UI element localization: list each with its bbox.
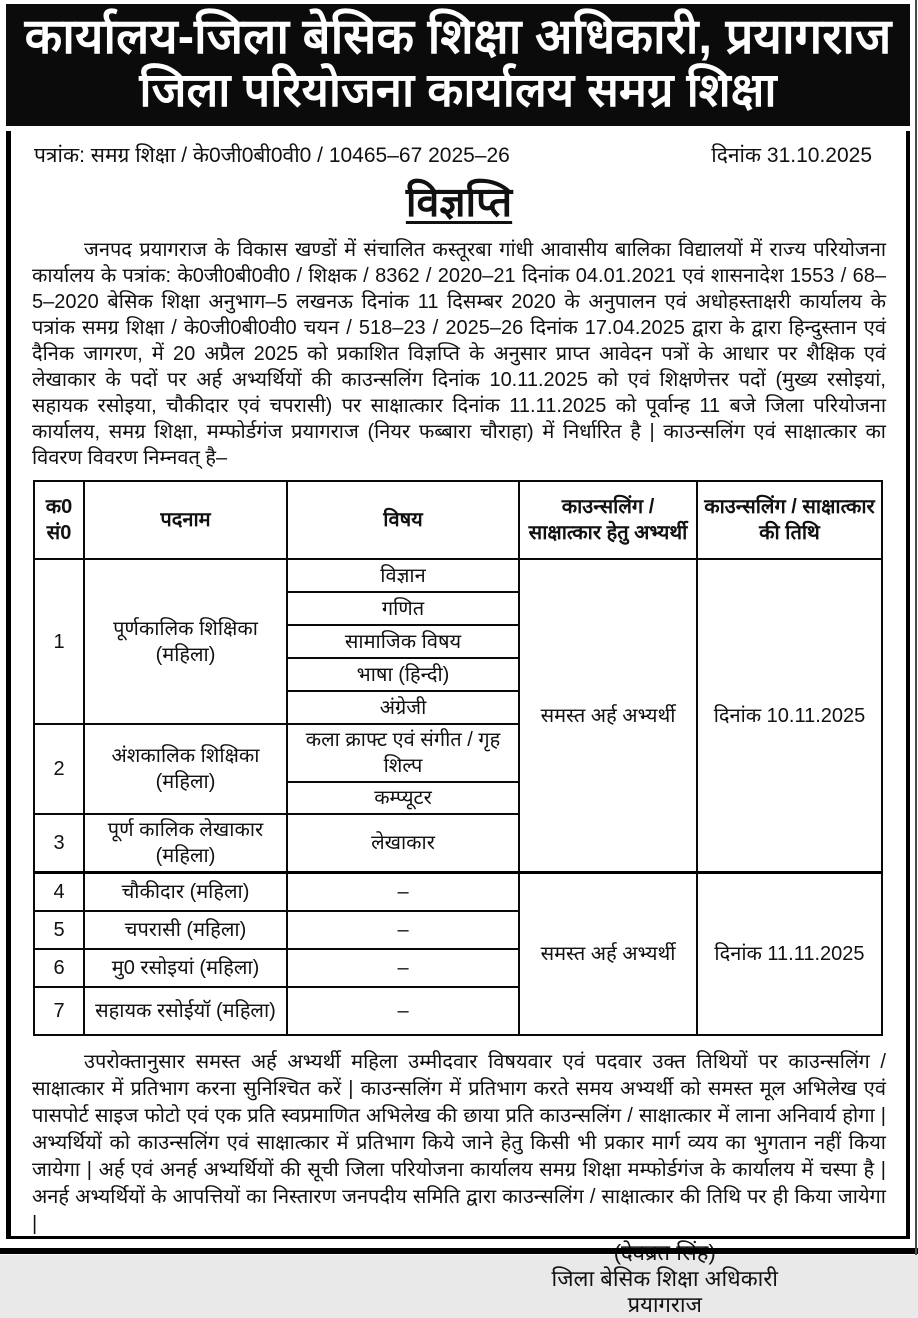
letter-number: पत्रांक: समग्र शिक्षा / के0जी0बी0वी0 / 10465–67 2025–26 xyxy=(34,144,510,167)
designation-cell: पूर्णकालिक शिक्षिका (महिला) xyxy=(84,559,287,724)
col-header-serial: क0 सं0 xyxy=(34,481,84,559)
designation-cell: सहायक रसोईयॉ (महिला) xyxy=(84,987,287,1035)
subject-cell: गणित xyxy=(287,592,519,625)
intro-paragraph: जनपद प्रयागराज के विकास खण्डों में संचालित कस्तूरबा गांधी आवासीय बालिका विद्यालयों में राज्य परियोजना कार्यालय के पत्रांक: के0जी0बी0वी0 / शिक्षक / 8362 / 2020–21 दिनांक 04.01.2021 एवं शासनादेश 1553 / 68–5–2020 बेसिक शिक्षा अनुभाग–5 लखनऊ दिनांक 11 दिसम्बर 2020 के अनुपालन एवं अधोहस्ताक्षरी कार्यालय के पत्रांक समग्र शिक्षा / के0जी0बी0वी0 चयन / 518–23 / 2025–26 दिनांक 17.04.2025 द्वारा के द्वारा हिन्दुस्तान एवं दैनिक जागरण, में 20 अप्रैल 2025 को प्रकाशित विज्ञप्ति के अनुसार प्राप्त आवेदन पत्रों के आधार पर शैक्षिक एवं लेखाकार के पदों पर अर्ह अभ्यर्थियों की काउन्सलिंग दिनांक 10.11.2025 को एवं शिक्षणेत्तर पदों (मुख्य रसोइयां, सहायक रसोइया, चौकीदार एवं चपरासी) पर साक्षात्कार दिनांक 11.11.2025 को पूर्वान्ह 11 बजे जिला परियोजना कार्यालय, समग्र शिक्षा, मम्फोर्डगंज प्रयागराज (नियर फब्बारा चौराहा) में निर्धारित है | काउन्सलिंग एवं साक्षात्कार का विवरण विवरण निम्नवत् है– xyxy=(32,239,886,469)
table-row xyxy=(34,559,882,592)
counselling-schedule-table xyxy=(33,480,883,1036)
date-cell: दिनांक 11.11.2025 xyxy=(697,873,882,1035)
notification-title: विज्ञप्ति xyxy=(405,179,513,225)
signatory-place: प्रयागराज xyxy=(627,1291,702,1317)
office-header-banner xyxy=(6,4,910,126)
subject-cell: – xyxy=(287,873,519,911)
col-header-designation: पदनाम xyxy=(84,481,287,559)
serial-cell: 6 xyxy=(34,949,84,987)
serial-cell: 1 xyxy=(34,559,84,724)
letter-date: दिनांक 31.10.2025 xyxy=(711,144,872,167)
table-header-row xyxy=(34,481,882,559)
table-row xyxy=(34,873,882,911)
office-name: कार्यालय-जिला बेसिक शिक्षा अधिकारी, प्रयागराज xyxy=(24,10,892,65)
subject-cell: विज्ञान xyxy=(287,559,519,592)
reference-row xyxy=(32,139,886,169)
serial-cell: 4 xyxy=(34,873,84,911)
designation-cell: चपरासी (महिला) xyxy=(84,911,287,949)
col-header-date: काउन्सलिंग / साक्षात्कार की तिथि xyxy=(697,481,882,559)
col-header-candidates: काउन्सलिंग / साक्षात्कार हेतु अभ्यर्थी xyxy=(519,481,697,559)
serial-cell: 5 xyxy=(34,911,84,949)
col-header-subject: विषय xyxy=(287,481,519,559)
date-cell: दिनांक 10.11.2025 xyxy=(697,559,882,873)
designation-cell: पूर्ण कालिक लेखाकार (महिला) xyxy=(84,814,287,873)
office-subtitle: जिला परियोजना कार्यालय समग्र शिक्षा xyxy=(139,63,777,117)
subject-cell: – xyxy=(287,949,519,987)
serial-cell: 2 xyxy=(34,724,84,814)
subject-cell: कला क्राफ्ट एवं संगीत / गृह शिल्प xyxy=(287,724,519,782)
serial-cell: 7 xyxy=(34,987,84,1035)
designation-cell: चौकीदार (महिला) xyxy=(84,873,287,911)
subject-cell: – xyxy=(287,987,519,1035)
subject-cell: सामाजिक विषय xyxy=(287,625,519,658)
scan-bottom-edge xyxy=(0,1248,918,1254)
scan-right-edge xyxy=(915,0,917,1255)
subject-cell: भाषा (हिन्दी) xyxy=(287,658,519,691)
serial-cell: 3 xyxy=(34,814,84,873)
document-body-frame xyxy=(6,131,910,1317)
subject-cell: अंग्रेजी xyxy=(287,691,519,724)
candidates-cell: समस्त अर्ह अभ्यर्थी xyxy=(519,559,697,873)
subject-cell: कम्प्यूटर xyxy=(287,782,519,814)
signatory-designation: जिला बेसिक शिक्षा अधिकारी xyxy=(551,1265,778,1291)
subject-cell: लेखाकार xyxy=(287,814,519,873)
closing-paragraph: उपरोक्तानुसार समस्त अर्ह अभ्यर्थी महिला उम्मीदवार विषयवार एवं पदवार उक्त तिथियों पर काउन्सलिंग / साक्षात्कार में प्रतिभाग करना सुनिश्चित करें | काउन्सलिंग में प्रतिभाग करते समय अभ्यर्थी को समस्त मूल अभिलेख एवं पासपोर्ट साइज फोटो एवं एक प्रति स्वप्रमाणित अभिलेख की छाया प्रति काउन्सलिंग / साक्षात्कार में लाना अनिवार्य होगा | अभ्यर्थियों को काउन्सलिंग एवं साक्षात्कार में प्रतिभाग किये जाने हेतु किसी भी प्रकार मार्ग व्यय का भुगतान नहीं किया जायेगा | अर्ह एवं अनर्ह अभ्यर्थियों की सूची जिला परियोजना कार्यालय समग्र शिक्षा मम्फोर्डगंज के कार्यालय में चस्पा है | अनर्ह अभ्यर्थियों के आपत्तियों का निस्तारण जनपदीय समिति द्वारा काउन्सलिंग / साक्षात्कार की तिथि पर ही किया जायेगा | xyxy=(32,1050,886,1235)
candidates-cell: समस्त अर्ह अभ्यर्थी xyxy=(519,873,697,1035)
designation-cell: अंशकालिक शिक्षिका (महिला) xyxy=(84,724,287,814)
subject-cell: – xyxy=(287,911,519,949)
designation-cell: मु0 रसोइयां (महिला) xyxy=(84,949,287,987)
